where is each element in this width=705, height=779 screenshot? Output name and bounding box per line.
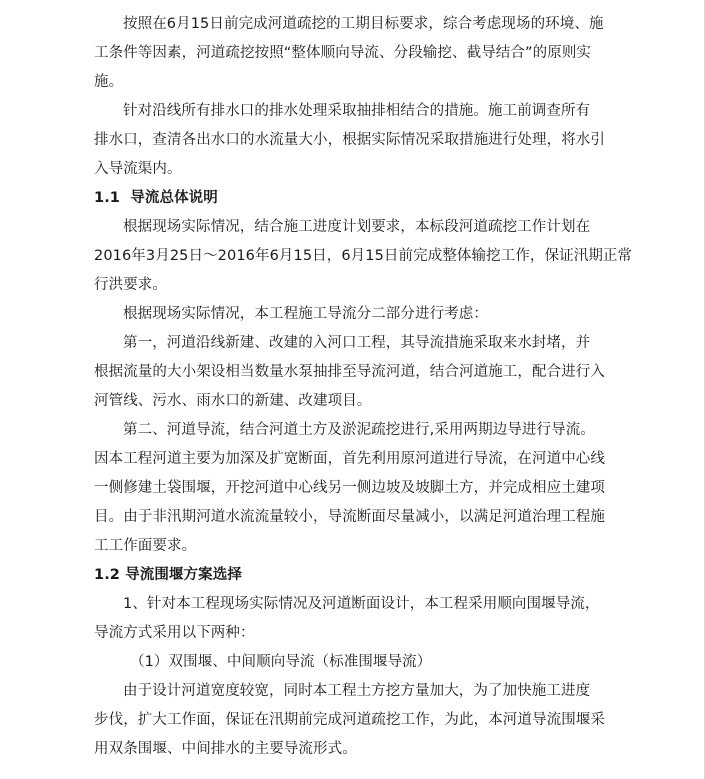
text-line: 根据流量的大小架设相当数量水泵抽排至导流河道，结合河道施工，配合进行入 (94, 364, 605, 380)
text-line: 根据现场实际情况，本工程施工导流分二部分进行考虑： (123, 306, 488, 322)
text-line: 行洪要求。 (94, 277, 167, 293)
section-heading-1-2 (94, 561, 604, 590)
paragraph-two-parts (94, 300, 604, 329)
text-line: 2016年3月25日～2016年6月15日，6月15日前完成整体输挖工作，保证汛期正常 (94, 248, 633, 264)
text-line: 排水口，查清各出水口的水流量大小，根据实际情况采取措施进行处理，将水引 (94, 132, 605, 148)
document-body (94, 10, 633, 764)
text-line: 目。由于非汛期河道水流流量较小，导流断面尽量减小，以满足河道治理工程施 (94, 509, 605, 525)
text-line: 工工作面要求。 (94, 538, 197, 554)
text-line: 针对沿线所有排水口的排水处理采取抽排相结合的措施。施工前调查所有 (123, 103, 591, 119)
text-line: 由于设计河道宽度较宽，同时本工程土方挖方量加大，为了加快施工进度 (123, 683, 591, 699)
text-line: 第二、河道导流，结合河道土方及淤泥疏挖进行,采用两期边导进行导流。 (123, 422, 595, 438)
text-line: 第一，河道沿线新建、改建的入河口工程，其导流措施采取来水封堵，并 (123, 335, 591, 351)
paragraph-work-plan (94, 213, 633, 300)
text-line: 因本工程河道主要为加深及扩宽断面，首先利用原河道进行导流，在河道中心线 (94, 451, 605, 467)
paragraph-second-part (94, 416, 604, 561)
section-heading-1-1 (94, 184, 604, 213)
heading-text: 1.2 导流围堰方案选择 (94, 567, 242, 583)
text-line: 按照在6月15日前完成河道疏挖的工期目标要求，综合考虑现场的环境、施 (123, 16, 604, 32)
text-line: 导流方式采用以下两种： (94, 625, 255, 641)
text-line: 用双条围堰、中间排水的主要导流形式。 (94, 741, 357, 757)
paragraph-first-part (94, 329, 604, 416)
text-line: 施。 (94, 74, 124, 90)
paragraph-double-cofferdam-item (94, 648, 604, 677)
text-line: 步伐，扩大工作面，保证在汛期前完成河道疏挖工作，为此，本河道导流围堰采 (94, 712, 605, 728)
text-line: （1）双围堰、中间顺向导流（标准围堰导流） (130, 654, 432, 670)
text-line: 一侧修建土袋围堰，开挖河道中心线另一侧边坡及坡脚土方，并完成相应土建项 (94, 480, 605, 496)
text-line: 入导流渠内。 (94, 161, 182, 177)
paragraph-schedule-goal (94, 10, 604, 97)
text-line: 根据现场实际情况，结合施工进度计划要求，本标段河道疏挖工作计划在 (123, 219, 591, 235)
paragraph-drainage-outlets (94, 97, 604, 184)
paragraph-double-cofferdam-reason (94, 677, 604, 764)
text-line: 1、针对本工程现场实际情况及河道断面设计，本工程采用顺向围堰导流， (123, 596, 600, 612)
text-line: 河管线、污水、雨水口的新建、改建项目。 (94, 393, 372, 409)
text-line: 工条件等因素，河道疏挖按照“整体顺向导流、分段输挖、截导结合”的原则实 (94, 45, 592, 61)
paragraph-cofferdam-method (94, 590, 604, 648)
heading-text: 1.1 导流总体说明 (94, 190, 218, 206)
